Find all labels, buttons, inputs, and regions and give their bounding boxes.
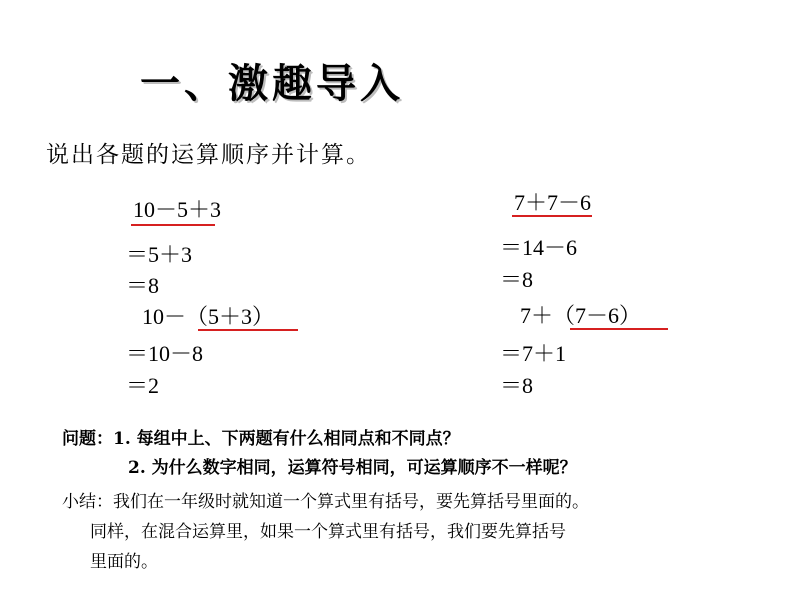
- problem-1-expression: 10－5＋3: [133, 197, 222, 222]
- problem-1-step-1: ＝5＋3: [126, 242, 193, 267]
- question-2: 2. 为什么数字相同，运算符号相同，可运算顺序不一样呢？: [128, 458, 577, 478]
- summary-line-1: 小结：我们在一年级时就知道一个算式里有括号，要先算括号里面的。: [62, 492, 589, 512]
- page-title: 一、激趣导入: [140, 61, 404, 107]
- question-1: 问题：1. 每组中上、下两题有什么相同点和不同点？: [62, 429, 460, 449]
- problem-4-underline: [570, 328, 668, 330]
- problem-2-expression: 10－（5＋3）: [142, 304, 275, 329]
- problem-1-underline: [131, 224, 215, 226]
- problem-2-underline: [198, 329, 298, 331]
- problem-3-underline: [512, 215, 592, 217]
- summary-line-2: 同样，在混合运算里，如果一个算式里有括号，我们要先算括号: [90, 522, 566, 542]
- intro-text: 说出各题的运算顺序并计算。: [46, 142, 371, 168]
- problem-3-step-1: ＝14－6: [500, 235, 578, 260]
- problem-3-step-2: ＝8: [500, 267, 534, 292]
- problem-4-step-2: ＝8: [500, 373, 534, 398]
- problem-3-expression: 7＋7－6: [514, 190, 592, 215]
- problem-2-step-1: ＝10－8: [126, 341, 204, 366]
- summary-line-3: 里面的。: [90, 552, 158, 572]
- problem-1-step-2: ＝8: [126, 273, 160, 298]
- problem-4-expression: 7＋（7－6）: [520, 303, 642, 328]
- problem-4-step-1: ＝7＋1: [500, 341, 567, 366]
- problem-2-step-2: ＝2: [126, 373, 160, 398]
